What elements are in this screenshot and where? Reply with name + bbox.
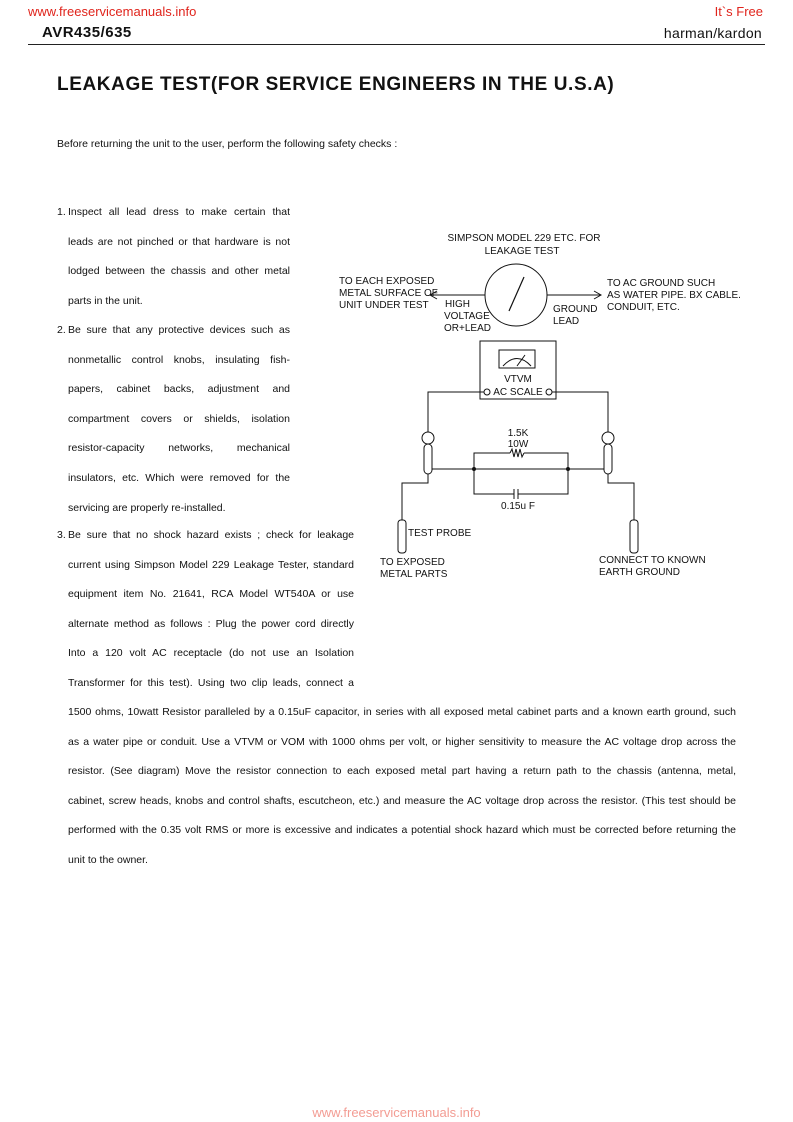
left-target-label: TO EACH EXPOSED bbox=[339, 276, 435, 287]
earth-ground-label: CONNECT TO KNOWN bbox=[599, 555, 706, 566]
item-3-number: 3. bbox=[57, 529, 66, 541]
model-number: AVR435/635 bbox=[42, 24, 132, 41]
junction-left bbox=[472, 467, 476, 471]
ac-scale-label: AC SCALE bbox=[493, 387, 543, 398]
watermark-url-bottom[interactable]: www.freeservicemanuals.info bbox=[312, 1105, 481, 1120]
right-clip-body bbox=[604, 444, 612, 474]
item-2-number: 2. bbox=[57, 324, 66, 336]
item-2-line: compartment covers or shields, isolation bbox=[68, 412, 290, 425]
ground-lead-label: LEAD bbox=[553, 316, 580, 327]
item-1-line: lodged between the chassis and other metal bbox=[68, 265, 290, 278]
right-target-label: CONDUIT, ETC. bbox=[607, 302, 680, 313]
item-3-line: current using Simpson Model 229 Leakage Tester, standard bbox=[68, 558, 354, 571]
item-1-line: parts in the unit. bbox=[68, 294, 143, 307]
vtvm-label: VTVM bbox=[504, 374, 532, 385]
item-2-line: resistor-capacity networks, mechanical bbox=[68, 442, 290, 455]
item-2-line: insulators, etc. Which were removed for the bbox=[68, 471, 290, 484]
resistor-value-label: 1.5K bbox=[507, 428, 529, 439]
item-3-line: equipment item No. 21641, RCA Model WT540A or use bbox=[68, 588, 354, 601]
continuation-line: cabinet, screw heads, knobs and control shafts, escutcheon, etc.) and measure the AC voltage drop across the resistor. (This test should be bbox=[68, 794, 736, 807]
continuation-line: as a water pipe or conduit. Use a VTVM or VOM with 1000 ohms per volt, or higher sensitivity to measure the AC voltage drop across the bbox=[68, 735, 736, 748]
item-3-continuation bbox=[68, 698, 736, 876]
right-target-label: TO AC GROUND SUCH bbox=[607, 278, 716, 289]
item-1-number: 1. bbox=[57, 206, 66, 218]
left-target-label: UNIT UNDER TEST bbox=[339, 300, 429, 311]
left-clip-body bbox=[424, 444, 432, 474]
continuation-line: resistor. (See diagram) Move the resistor connection to each exposed metal part having a return path to the chassis (antenna, metal, bbox=[68, 765, 736, 778]
exposed-metal-label: METAL PARTS bbox=[380, 569, 448, 580]
item-2-line: servicing are properly re-installed. bbox=[68, 501, 226, 514]
continuation-line: performed with the 0.35 volt RMS or more is excessive and indicates a potential shock hazard which must be corrected before returning the bbox=[68, 824, 736, 837]
continuation-line: unit to the owner. bbox=[68, 853, 148, 866]
right-clip-ring bbox=[602, 432, 614, 444]
item-3-line: Transformer for this test). Using two clip leads, connect a bbox=[68, 676, 354, 689]
earth-ground-label: EARTH GROUND bbox=[599, 567, 680, 578]
resistor-right-lead bbox=[524, 453, 568, 469]
item-2-line: papers, cabinet backs, adjustment and bbox=[68, 383, 290, 396]
vtvm-left-terminal bbox=[484, 389, 490, 395]
right-vtvm-wire bbox=[552, 392, 608, 432]
item-3-line: alternate method as follows : Plug the power cord directly bbox=[68, 617, 354, 630]
earth-wire bbox=[608, 474, 634, 520]
brand-name: harman/kardon bbox=[663, 25, 762, 41]
left-target-label: METAL SURFACE OF bbox=[339, 288, 438, 299]
watermark-url-top[interactable]: www.freeservicemanuals.info bbox=[28, 4, 197, 19]
item-3-line: Into a 120 volt AC receptacle (do not use an Isolation bbox=[68, 647, 354, 660]
simpson-label: SIMPSON MODEL 229 ETC. FOR bbox=[447, 233, 601, 244]
capacitor-value-label: 0.15u F bbox=[501, 501, 535, 512]
exposed-metal-label: TO EXPOSED bbox=[380, 557, 445, 568]
resistor-left-lead bbox=[474, 453, 510, 469]
item-2-line: nonmetallic control knobs, insulating fish- bbox=[68, 353, 290, 366]
item-3-line: Be sure that no shock hazard exists ; check for leakage bbox=[68, 529, 354, 541]
resistor-value-label: 10W bbox=[507, 439, 529, 450]
junction-right bbox=[566, 467, 570, 471]
probe-wire bbox=[402, 474, 428, 520]
simpson-label: LEAKAGE TEST bbox=[484, 246, 560, 257]
high-voltage-label: VOLTAGE bbox=[444, 311, 490, 322]
test-probe-label: TEST PROBE bbox=[408, 528, 472, 539]
right-target-label: AS WATER PIPE. BX CABLE. bbox=[607, 290, 741, 301]
vtvm-scale-arc bbox=[503, 359, 531, 367]
capacitor-right-lead bbox=[518, 469, 568, 494]
item-1-line: leads are not pinched or that hardware is not bbox=[68, 235, 290, 248]
vtvm-right-terminal bbox=[546, 389, 552, 395]
high-voltage-label: OR+LEAD bbox=[444, 323, 491, 334]
test-probe bbox=[398, 520, 406, 553]
left-clip-ring bbox=[422, 432, 434, 444]
high-voltage-label: HIGH bbox=[445, 299, 470, 310]
ground-lead-label: GROUND bbox=[553, 304, 598, 315]
left-vtvm-wire bbox=[428, 392, 484, 432]
intro-text: Before returning the unit to the user, perform the following safety checks : bbox=[57, 138, 398, 150]
item-1-line: Inspect all lead dress to make certain that bbox=[68, 206, 290, 218]
meter-needle bbox=[509, 277, 524, 311]
capacitor-left-lead bbox=[474, 469, 514, 494]
resistor-symbol bbox=[510, 449, 524, 457]
earth-probe bbox=[630, 520, 638, 553]
continuation-line: 1500 ohms, 10watt Resistor paralleled by a 0.15uF capacitor, in series with all exposed metal cabinet parts and a known earth ground, such bbox=[68, 706, 736, 718]
page-title: LEAKAGE TEST(FOR SERVICE ENGINEERS IN THE U.S.A) bbox=[57, 74, 615, 95]
item-2-line: Be sure that any protective devices such as bbox=[68, 324, 290, 336]
free-label: It`s Free bbox=[714, 4, 763, 19]
